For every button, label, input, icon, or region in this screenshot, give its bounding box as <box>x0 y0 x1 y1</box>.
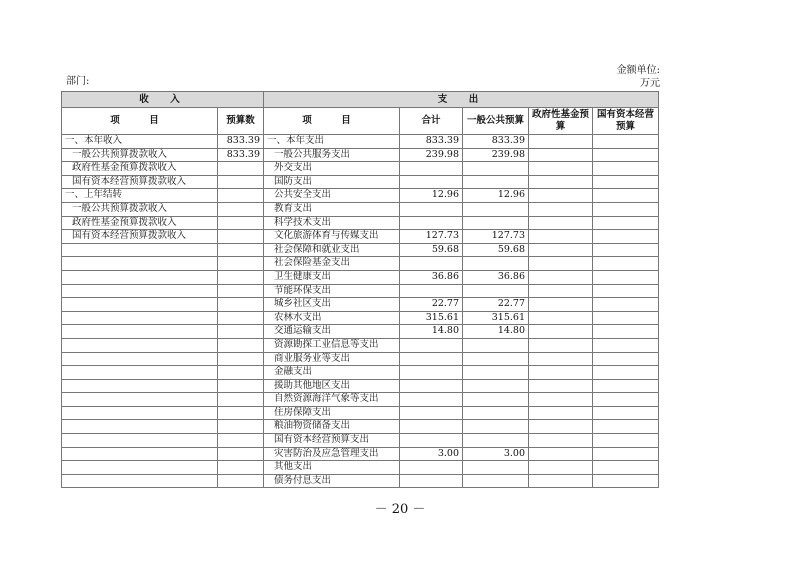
state-capital-cell <box>593 162 659 176</box>
group-header-row <box>62 92 659 108</box>
total-cell: 22.77 <box>400 298 463 312</box>
total-cell: 315.61 <box>400 311 463 325</box>
table-row <box>62 135 659 149</box>
total-cell <box>400 474 463 488</box>
state-capital-cell <box>593 243 659 257</box>
income-budget-cell <box>218 379 264 393</box>
income-budget-cell <box>218 461 264 475</box>
expense-item-cell: 节能环保支出 <box>264 284 400 298</box>
state-capital-cell <box>593 270 659 284</box>
gov-fund-cell <box>529 270 593 284</box>
income-budget-cell <box>218 406 264 420</box>
state-capital-cell <box>593 447 659 461</box>
income-item-cell <box>62 311 218 325</box>
expense-item-cell: 农林水支出 <box>264 311 400 325</box>
gov-fund-cell <box>529 311 593 325</box>
table-row <box>62 393 659 407</box>
table-row <box>62 338 659 352</box>
gov-fund-cell <box>529 175 593 189</box>
gov-fund-cell <box>529 230 593 244</box>
amount-unit-label: 金额单位: <box>616 65 660 76</box>
state-capital-cell <box>593 352 659 366</box>
general-public-cell <box>463 434 529 448</box>
income-item-cell <box>62 434 218 448</box>
total-cell <box>400 406 463 420</box>
gov-fund-cell <box>529 162 593 176</box>
general-public-cell <box>463 162 529 176</box>
general-public-cell: 12.96 <box>463 189 529 203</box>
total-cell <box>400 434 463 448</box>
state-capital-cell <box>593 379 659 393</box>
total-cell <box>400 257 463 271</box>
total-cell <box>400 461 463 475</box>
table-row <box>62 461 659 475</box>
state-capital-cell <box>593 393 659 407</box>
table-row <box>62 216 659 230</box>
gov-fund-budget-header: 政府性基金预算 <box>529 108 593 135</box>
total-cell <box>400 338 463 352</box>
general-public-cell <box>463 257 529 271</box>
income-item-cell <box>62 447 218 461</box>
gov-fund-cell <box>529 325 593 339</box>
income-budget-cell <box>218 352 264 366</box>
gov-fund-cell <box>529 298 593 312</box>
income-item-cell <box>62 243 218 257</box>
total-cell <box>400 379 463 393</box>
income-budget-cell <box>218 474 264 488</box>
expense-item-cell: 债务付息支出 <box>264 474 400 488</box>
income-budget-cell <box>218 216 264 230</box>
gov-fund-cell <box>529 284 593 298</box>
state-capital-cell <box>593 202 659 216</box>
table-row <box>62 148 659 162</box>
expense-item-cell: 城乡社区支出 <box>264 298 400 312</box>
expense-item-cell: 援助其他地区支出 <box>264 379 400 393</box>
table-row <box>62 230 659 244</box>
expense-item-cell: 卫生健康支出 <box>264 270 400 284</box>
table-row <box>62 366 659 380</box>
total-cell: 12.96 <box>400 189 463 203</box>
general-public-cell <box>463 379 529 393</box>
gov-fund-cell <box>529 379 593 393</box>
expense-item-cell: 国防支出 <box>264 175 400 189</box>
state-capital-cell <box>593 284 659 298</box>
expense-item-cell: 商业服务业等支出 <box>264 352 400 366</box>
state-capital-cell <box>593 338 659 352</box>
expense-item-cell: 住房保障支出 <box>264 406 400 420</box>
income-item-cell <box>62 379 218 393</box>
gov-fund-cell <box>529 243 593 257</box>
budget-table <box>61 91 659 488</box>
income-budget-cell <box>218 243 264 257</box>
general-public-cell <box>463 175 529 189</box>
total-cell <box>400 366 463 380</box>
income-budget-cell: 833.39 <box>218 148 264 162</box>
expense-item-cell: 社会保险基金支出 <box>264 257 400 271</box>
income-item-cell: 一般公共预算拨款收入 <box>62 202 218 216</box>
state-capital-cell <box>593 474 659 488</box>
total-cell <box>400 352 463 366</box>
general-public-cell <box>463 284 529 298</box>
table-row <box>62 270 659 284</box>
general-public-cell: 14.80 <box>463 325 529 339</box>
total-cell <box>400 420 463 434</box>
income-budget-cell: 833.39 <box>218 135 264 149</box>
income-item-cell <box>62 270 218 284</box>
table-row <box>62 447 659 461</box>
column-header-row <box>62 108 659 135</box>
gov-fund-cell <box>529 189 593 203</box>
expense-item-cell: 外交支出 <box>264 162 400 176</box>
total-cell <box>400 162 463 176</box>
income-item-cell <box>62 474 218 488</box>
table-row <box>62 243 659 257</box>
general-public-cell: 127.73 <box>463 230 529 244</box>
table-row <box>62 352 659 366</box>
income-item-cell: 一、本年收入 <box>62 135 218 149</box>
table-row <box>62 257 659 271</box>
general-public-cell <box>463 420 529 434</box>
total-cell: 3.00 <box>400 447 463 461</box>
income-budget-cell <box>218 284 264 298</box>
gov-fund-cell <box>529 461 593 475</box>
amount-unit-value: 万元 <box>640 78 660 89</box>
general-public-cell <box>463 461 529 475</box>
state-capital-cell <box>593 325 659 339</box>
state-capital-cell <box>593 175 659 189</box>
expense-item-cell: 粮油物资储备支出 <box>264 420 400 434</box>
income-item-cell <box>62 406 218 420</box>
total-cell: 59.68 <box>400 243 463 257</box>
table-row <box>62 474 659 488</box>
income-budget-cell <box>218 189 264 203</box>
income-budget-cell <box>218 393 264 407</box>
gov-fund-cell <box>529 366 593 380</box>
general-public-budget-header: 一般公共预算 <box>463 108 529 135</box>
general-public-cell: 59.68 <box>463 243 529 257</box>
income-budget-cell <box>218 230 264 244</box>
amount-unit <box>594 64 660 90</box>
table-row <box>62 406 659 420</box>
total-cell <box>400 202 463 216</box>
state-capital-cell <box>593 257 659 271</box>
state-capital-cell <box>593 366 659 380</box>
state-capital-cell <box>593 434 659 448</box>
budget-table-body <box>62 135 659 488</box>
expense-item-cell: 文化旅游体育与传媒支出 <box>264 230 400 244</box>
expense-group-header: 支 出 <box>264 92 659 108</box>
income-item-cell: 一、上年结转 <box>62 189 218 203</box>
income-budget-cell <box>218 434 264 448</box>
state-capital-cell <box>593 298 659 312</box>
state-capital-cell <box>593 148 659 162</box>
income-budget-cell <box>218 338 264 352</box>
general-public-cell <box>463 216 529 230</box>
expense-item-cell: 其他支出 <box>264 461 400 475</box>
total-cell <box>400 175 463 189</box>
general-public-cell: 3.00 <box>463 447 529 461</box>
general-public-cell <box>463 338 529 352</box>
general-public-cell <box>463 366 529 380</box>
income-item-cell <box>62 461 218 475</box>
total-cell: 127.73 <box>400 230 463 244</box>
expense-item-cell: 一般公共服务支出 <box>264 148 400 162</box>
total-cell: 36.86 <box>400 270 463 284</box>
gov-fund-cell <box>529 135 593 149</box>
income-budget-cell <box>218 257 264 271</box>
gov-fund-cell <box>529 338 593 352</box>
expense-item-cell: 教育支出 <box>264 202 400 216</box>
income-budget-cell <box>218 162 264 176</box>
expense-item-cell: 国有资本经营预算支出 <box>264 434 400 448</box>
general-public-cell: 22.77 <box>463 298 529 312</box>
income-item-cell <box>62 284 218 298</box>
general-public-cell: 36.86 <box>463 270 529 284</box>
income-budget-cell <box>218 202 264 216</box>
table-row <box>62 420 659 434</box>
state-capital-cell <box>593 311 659 325</box>
general-public-cell <box>463 393 529 407</box>
gov-fund-cell <box>529 434 593 448</box>
gov-fund-cell <box>529 202 593 216</box>
gov-fund-cell <box>529 352 593 366</box>
gov-fund-cell <box>529 393 593 407</box>
expense-item-cell: 公共安全支出 <box>264 189 400 203</box>
total-header: 合计 <box>400 108 463 135</box>
budget-count-header: 预算数 <box>218 108 264 135</box>
expense-item-cell: 一、本年支出 <box>264 135 400 149</box>
expense-item-cell: 资源勘探工业信息等支出 <box>264 338 400 352</box>
gov-fund-cell <box>529 406 593 420</box>
gov-fund-cell <box>529 216 593 230</box>
general-public-cell <box>463 202 529 216</box>
income-budget-cell <box>218 325 264 339</box>
table-row <box>62 284 659 298</box>
income-item-cell: 一般公共预算拨款收入 <box>62 148 218 162</box>
state-capital-budget-header: 国有资本经营预算 <box>593 108 659 135</box>
income-item-cell: 国有资本经营预算拨款收入 <box>62 230 218 244</box>
total-cell <box>400 216 463 230</box>
total-cell: 239.98 <box>400 148 463 162</box>
table-row <box>62 162 659 176</box>
general-public-cell: 833.39 <box>463 135 529 149</box>
income-budget-cell <box>218 175 264 189</box>
income-group-header: 收 入 <box>62 92 264 108</box>
expense-item-cell: 科学技术支出 <box>264 216 400 230</box>
table-row <box>62 298 659 312</box>
general-public-cell <box>463 474 529 488</box>
table-row <box>62 202 659 216</box>
income-item-header: 项 目 <box>62 108 218 135</box>
income-item-cell: 政府性基金预算拨款收入 <box>62 162 218 176</box>
expense-item-cell: 交通运输支出 <box>264 325 400 339</box>
income-item-cell <box>62 393 218 407</box>
state-capital-cell <box>593 230 659 244</box>
general-public-cell <box>463 406 529 420</box>
expense-item-header: 项 目 <box>264 108 400 135</box>
income-budget-cell <box>218 298 264 312</box>
department-label: 部门: <box>66 76 90 87</box>
income-budget-cell <box>218 366 264 380</box>
table-row <box>62 434 659 448</box>
state-capital-cell <box>593 406 659 420</box>
income-item-cell <box>62 420 218 434</box>
income-budget-cell <box>218 447 264 461</box>
state-capital-cell <box>593 461 659 475</box>
income-item-cell <box>62 366 218 380</box>
general-public-cell: 239.98 <box>463 148 529 162</box>
state-capital-cell <box>593 135 659 149</box>
state-capital-cell <box>593 216 659 230</box>
page-number: － 20 － <box>374 502 426 517</box>
table-row <box>62 189 659 203</box>
expense-item-cell: 金融支出 <box>264 366 400 380</box>
table-row <box>62 379 659 393</box>
expense-item-cell: 灾害防治及应急管理支出 <box>264 447 400 461</box>
table-row <box>62 311 659 325</box>
income-item-cell <box>62 325 218 339</box>
gov-fund-cell <box>529 474 593 488</box>
total-cell: 833.39 <box>400 135 463 149</box>
total-cell <box>400 393 463 407</box>
general-public-cell: 315.61 <box>463 311 529 325</box>
general-public-cell <box>463 352 529 366</box>
income-item-cell <box>62 338 218 352</box>
income-item-cell <box>62 298 218 312</box>
income-item-cell <box>62 352 218 366</box>
income-item-cell: 国有资本经营预算拨款收入 <box>62 175 218 189</box>
expense-item-cell: 自然资源海洋气象等支出 <box>264 393 400 407</box>
income-item-cell: 政府性基金预算拨款收入 <box>62 216 218 230</box>
income-budget-cell <box>218 311 264 325</box>
table-row <box>62 175 659 189</box>
total-cell <box>400 284 463 298</box>
state-capital-cell <box>593 420 659 434</box>
gov-fund-cell <box>529 257 593 271</box>
table-row <box>62 325 659 339</box>
income-budget-cell <box>218 270 264 284</box>
gov-fund-cell <box>529 148 593 162</box>
state-capital-cell <box>593 189 659 203</box>
income-item-cell <box>62 257 218 271</box>
gov-fund-cell <box>529 420 593 434</box>
total-cell: 14.80 <box>400 325 463 339</box>
income-budget-cell <box>218 420 264 434</box>
expense-item-cell: 社会保障和就业支出 <box>264 243 400 257</box>
gov-fund-cell <box>529 447 593 461</box>
